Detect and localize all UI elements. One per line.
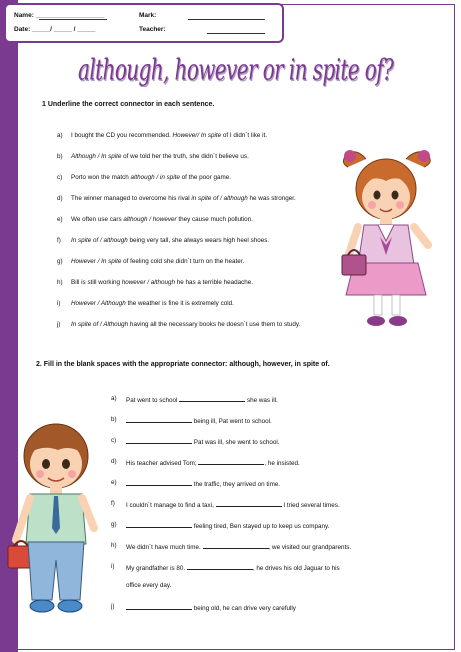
exercise-1-item-letter: e) [57,216,63,223]
exercise-1-item-letter: b) [57,153,63,160]
exercise-2-sentence: being old, he can drive very carefully [126,603,296,612]
exercise-2-sentence: Pat was ill, she went to school. [126,437,280,446]
exercise-1-item-letter: h) [57,279,63,286]
exercise-2-item-letter: j) [111,603,115,610]
answer-blank[interactable] [126,437,192,444]
exercise-2-item-letter: i) [111,563,115,570]
answer-blank[interactable] [126,479,192,486]
exercise-2-sentence: My grandfather is 80. , he drives his old Jaguar to his [126,565,340,572]
header-box [4,3,284,43]
exercise-1-item-letter: a) [57,132,63,139]
exercise-1-sentence[interactable]: In spite of / although being very tall, she always wears high heel shoes. [71,237,270,244]
exercise-2-sentence: Pat went to school she was ill. [126,397,278,404]
exercise-1-sentence[interactable]: I bought the CD you recommended. However/ In spite of I didn´t like it. [71,132,268,139]
exercise-2-item-letter: b) [111,416,117,423]
exercise-2-item-letter: h) [111,542,117,549]
name-line [39,19,107,20]
answer-blank[interactable] [216,500,282,507]
answer-blank[interactable] [126,416,192,423]
exercise-1-sentence[interactable]: In spite of / Although having all the necessary books he doesn´t use them to study. [71,321,301,328]
exercise-1-sentence[interactable]: Bill is still working however / although he has a terrible headache. [71,279,254,286]
exercise-2-item-letter: d) [111,458,117,465]
exercise-2-item-letter: e) [111,479,117,486]
exercise-2-item-letter: f) [111,500,115,507]
answer-blank[interactable] [187,563,253,570]
exercise-2-sentence: His teacher advised Tom; , he insisted. [126,460,300,467]
exercise-1-item-letter: c) [57,174,63,181]
answer-blank[interactable] [126,603,192,610]
exercise-1-sentence[interactable]: However / In spite of feeling cold she didn´t turn on the heater. [71,258,245,265]
teacher-line [207,33,265,34]
exercise-1-item-letter: j) [57,321,61,328]
exercise-2-instruction: 2. Fill in the blank spaces with the appropriate connector: although, however, in spite of. [36,361,330,368]
girl-illustration [336,145,436,335]
exercise-2-item-letter: a) [111,395,117,402]
date-label: Date: _____/ _____ / _____ [14,26,96,33]
exercise-1-item-letter: g) [57,258,63,265]
exercise-2-sentence-continuation: office every day. [126,582,172,589]
exercise-2-item-letter: g) [111,521,117,528]
mark-line [188,19,265,20]
answer-blank[interactable] [179,395,245,402]
exercise-1-sentence[interactable]: Although / In spite of we told her the truth, she didn´t believe us. [71,153,249,160]
exercise-1-sentence[interactable]: We often use cars although / however they cause much pollution. [71,216,253,223]
teacher-label: Teacher: [139,26,166,33]
answer-blank[interactable] [198,458,264,465]
exercise-1-sentence[interactable]: The winner managed to overcome his rival in spite of / although he was stronger. [71,195,296,202]
boy-illustration [6,420,102,620]
exercise-1-item-letter: i) [57,300,61,307]
exercise-2-sentence: I couldn´t manage to find a taxi, I tried several times. [126,502,340,509]
answer-blank[interactable] [126,521,192,528]
exercise-1-sentence[interactable]: However / Although the weather is fine it is extremely cold. [71,300,234,307]
exercise-2-sentence: being ill, Pat went to school. [126,416,272,425]
exercise-1-item-letter: d) [57,195,63,202]
exercise-1-sentence[interactable]: Porto won the match although / in spite of the poor game. [71,174,231,181]
exercise-2-sentence: We didn´t have much time. , we visited our grandparents. [126,544,352,551]
worksheet-title: although, however or in spite of? [78,52,394,87]
name-label: Name: ___________________ [14,12,105,19]
exercise-2-item-letter: c) [111,437,117,444]
exercise-1-instruction: 1 Underline the correct connector in each sentence. [42,101,215,108]
exercise-2-sentence: feeling tired, Ben stayed up to keep us company. [126,521,329,530]
answer-blank[interactable] [203,542,269,549]
exercise-1-item-letter: f) [57,237,61,244]
exercise-2-sentence: the traffic, they arrived on time. [126,479,280,488]
mark-label: Mark: [139,12,157,19]
